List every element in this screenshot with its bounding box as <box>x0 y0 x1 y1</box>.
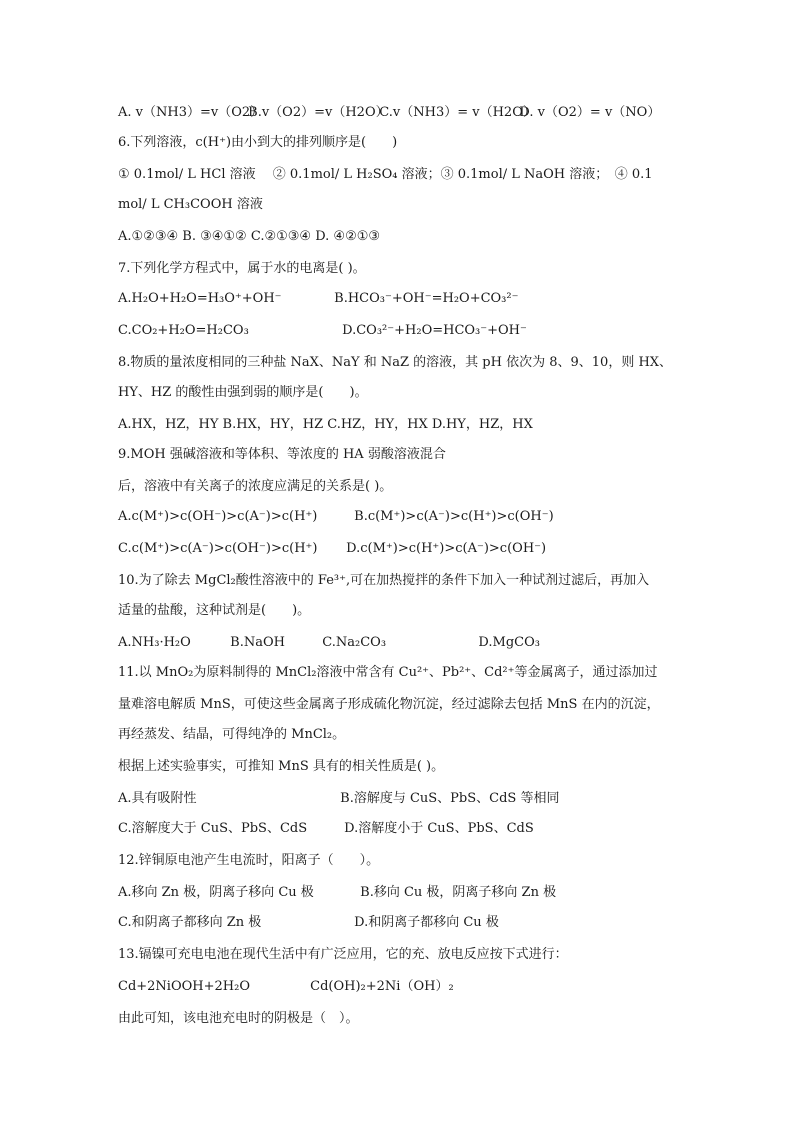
q5-option-c: C.v（NH3）= v（H2O） <box>379 105 536 120</box>
q5-options <box>118 104 660 122</box>
q12-option-c: C.和阴离子都移向 Zn 极 <box>118 915 262 930</box>
q9-option-c: C.c(M⁺)>c(A⁻)>c(OH⁻)>c(H⁺) <box>118 541 318 556</box>
q10-stem-line2: 适量的盐酸，这种试剂是( )。 <box>118 603 311 618</box>
q9-stem-line2: 后，溶液中有关离子的浓度应满足的关系是( )。 <box>118 479 393 494</box>
q7-option-a: A.H₂O+H₂O=H₃O⁺+OH⁻ <box>118 291 282 306</box>
q11-options-row1 <box>118 790 559 808</box>
q6-items-line1: ① 0.1mol/ L HCl 溶液 ② 0.1mol/ L H₂SO₄ 溶液；③ 0.1mol/ L NaOH 溶液； ④ 0.1 <box>118 167 653 182</box>
q8-stem-line2: HY、HZ 的酸性由强到弱的顺序是( )。 <box>118 385 368 400</box>
q12-option-b: B.移向 Cu 极，阴离子移向 Zn 极 <box>360 885 557 900</box>
q5-option-a: A. v（NH3）=v（O2） <box>118 105 264 120</box>
q6-items-line2: mol/ L CH₃COOH 溶液 <box>118 197 263 212</box>
q13-equation-right: Cd(OH)₂+2Ni（OH）₂ <box>310 979 454 994</box>
q7-stem: 7.下列化学方程式中，属于水的电离是( )。 <box>118 261 366 276</box>
q7-options-row2 <box>118 322 527 340</box>
q11-option-d: D.溶解度小于 CuS、PbS、CdS <box>344 821 534 836</box>
q10-option-d: D.MgCO₃ <box>478 635 540 650</box>
q9-stem-line1: 9.MOH 强碱溶液和等体积、等浓度的 HA 弱酸溶液混合 <box>118 447 446 462</box>
q11-option-c: C.溶解度大于 CuS、PbS、CdS <box>118 821 308 836</box>
q13-equation-left: Cd+2NiOOH+2H₂O <box>118 979 250 994</box>
q13-stem-line2: 由此可知，该电池充电时的阴极是（ ）。 <box>118 1011 359 1026</box>
q11-option-b: B.溶解度与 CuS、PbS、CdS 等相同 <box>340 791 560 806</box>
q10-options <box>118 634 540 652</box>
q11-stem-line4: 根据上述实验事实，可推知 MnS 具有的相关性质是( )。 <box>118 759 445 774</box>
q11-options-row2 <box>118 820 534 838</box>
q12-option-d: D.和阴离子都移向 Cu 极 <box>354 915 499 930</box>
q12-options-row2 <box>118 914 499 932</box>
q6-stem: 6.下列溶液，c(H⁺)由小到大的排列顺序是( ) <box>118 135 398 150</box>
q8-options: A.HX，HZ，HY B.HX，HY，HZ C.HZ，HY，HX D.HY，HZ，HX <box>118 417 533 432</box>
q12-option-a: A.移向 Zn 极，阴离子移向 Cu 极 <box>118 885 314 900</box>
q7-option-d: D.CO₃²⁻+H₂O=HCO₃⁻+OH⁻ <box>342 323 527 338</box>
q5-option-d: D. v（O2）= v（NO） <box>519 105 661 120</box>
q5-option-b: B.v（O2）=v（H2O） <box>248 105 389 120</box>
q10-stem-line1: 10.为了除去 MgCl₂酸性溶液中的 Fe³⁺,可在加热搅拌的条件下加入一种试剂过滤后，再加入 <box>118 573 650 588</box>
q7-option-c: C.CO₂+H₂O=H₂CO₃ <box>118 323 249 338</box>
q11-option-a: A.具有吸附性 <box>118 791 197 806</box>
q9-option-d: D.c(M⁺)>c(H⁺)>c(A⁻)>c(OH⁻) <box>346 541 547 556</box>
q10-option-a: A.NH₃·H₂O <box>118 635 191 650</box>
q7-options-row1 <box>118 290 518 308</box>
q12-stem: 12.锌铜原电池产生电流时，阳离子（ ）。 <box>118 853 380 868</box>
q10-option-b: B.NaOH <box>230 635 285 650</box>
q9-option-b: B.c(M⁺)>c(A⁻)>c(H⁺)>c(OH⁻) <box>354 509 554 524</box>
q13-equation <box>118 978 454 996</box>
q13-stem: 13.镉镍可充电电池在现代生活中有广泛应用，它的充、放电反应按下式进行： <box>118 947 568 962</box>
q6-options: A.①②③④ B. ③④①② C.②①③④ D. ④②①③ <box>118 229 381 244</box>
q11-stem-line3: 再经蒸发、结晶，可得纯净的 MnCl₂。 <box>118 727 346 742</box>
q8-stem-line1: 8.物质的量浓度相同的三种盐 NaX、NaY 和 NaZ 的溶液，其 pH 依次为 8、9、10，则 HX、 <box>118 355 673 370</box>
q9-option-a: A.c(M⁺)>c(OH⁻)>c(A⁻)>c(H⁺) <box>118 509 318 524</box>
q10-option-c: C.Na₂CO₃ <box>322 635 387 650</box>
q12-options-row1 <box>118 884 556 902</box>
q11-stem-line2: 量难溶电解质 MnS，可使这些金属离子形成硫化物沉淀，经过滤除去包括 MnS 在内的沉淀， <box>118 697 660 712</box>
q11-stem-line1: 11.以 MnO₂为原料制得的 MnCl₂溶液中常含有 Cu²⁺、Pb²⁺、Cd²⁺等金属离子，通过添加过 <box>118 665 658 680</box>
q9-options-row2 <box>118 540 546 558</box>
q7-option-b: B.HCO₃⁻+OH⁻=H₂O+CO₃²⁻ <box>334 291 519 306</box>
q9-options-row1 <box>118 508 554 526</box>
